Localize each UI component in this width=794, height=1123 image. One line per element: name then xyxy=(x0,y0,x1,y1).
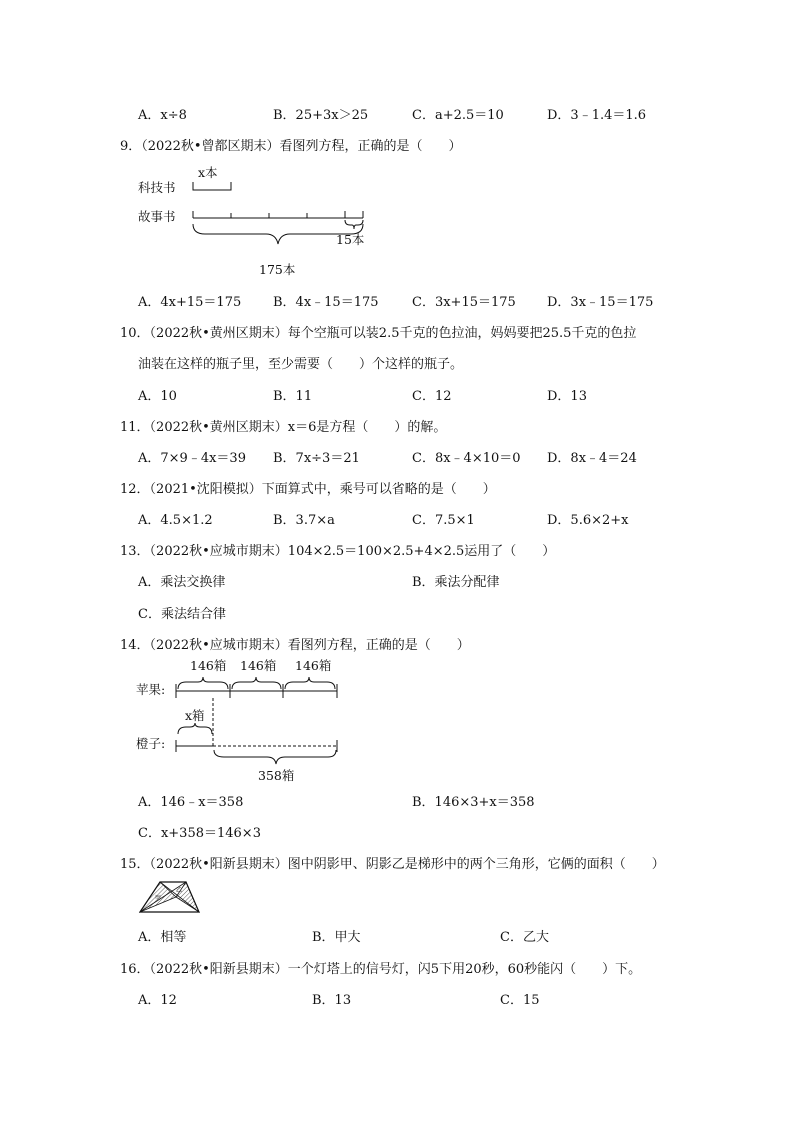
q14-row1-label: 苹果: xyxy=(136,682,166,697)
q9-diagram xyxy=(130,160,390,282)
q9-option-c: C．3x+15＝175 xyxy=(412,295,516,310)
q14-diagram xyxy=(130,654,350,786)
q11-option-a: A．7×9﹣4x＝39 xyxy=(138,451,246,466)
q12-option-a: A．4.5×1.2 xyxy=(138,513,213,528)
q9-row1-label: 科技书 xyxy=(138,180,176,195)
q9-option-a: A．4x+15＝175 xyxy=(138,295,242,310)
q16-option-a: A．12 xyxy=(138,993,177,1008)
q12-question: 12．（2021•沈阳模拟）下面算式中，乘号可以省略的是（ ） xyxy=(120,482,496,497)
q8-option-c: C．a+2.5＝10 xyxy=(412,108,504,123)
q14-box3-label: 146箱 xyxy=(295,658,332,673)
q15-trapezoid-diagram xyxy=(136,878,206,918)
q12-option-c: C．7.5×1 xyxy=(412,513,475,528)
q9-option-b: B．4x﹣15＝175 xyxy=(273,295,379,310)
q12-option-b: B．3.7×a xyxy=(273,513,335,528)
q10-question-line2: 油装在这样的瓶子里，至少需要（ ）个这样的瓶子。 xyxy=(138,357,464,372)
q14-box2-label: 146箱 xyxy=(240,658,277,673)
q9-label-15: 15本 xyxy=(336,232,365,247)
q16-option-b: B．13 xyxy=(312,993,352,1008)
q14-option-b: B．146×3+x＝358 xyxy=(412,795,535,810)
q8-option-d: D．3﹣1.4＝1.6 xyxy=(547,108,647,123)
q10-option-c: C．12 xyxy=(412,389,452,404)
q10-option-d: D．13 xyxy=(547,389,587,404)
q8-option-b: B．25+3x＞25 xyxy=(273,108,369,123)
q8-option-a: A．x÷8 xyxy=(138,108,187,123)
q14-label-x: x箱 xyxy=(185,708,205,723)
q11-option-d: D．8x﹣4＝24 xyxy=(547,451,637,466)
q16-option-c: C．15 xyxy=(500,993,540,1008)
q14-row2-label: 橙子: xyxy=(136,736,166,751)
q9-option-d: D．3x﹣15＝175 xyxy=(547,295,654,310)
q15-option-c: C．乙大 xyxy=(500,930,549,945)
q14-box1-label: 146箱 xyxy=(190,658,227,673)
q9-row2-label: 故事书 xyxy=(138,209,176,224)
q14-question: 14．（2022秋•应城市期末）看图列方程，正确的是（ ） xyxy=(120,638,470,653)
q9-label-top: x本 xyxy=(198,165,218,180)
q15-label-yi: 乙 xyxy=(176,887,183,894)
q15-label-jia: 甲 xyxy=(155,895,162,902)
q9-label-175: 175本 xyxy=(259,262,296,277)
q14-option-c: C．x+358＝146×3 xyxy=(138,826,261,841)
q10-question-line1: 10．（2022秋•黄州区期末）每个空瓶可以装2.5千克的色拉油，妈妈要把25.5千克的色拉 xyxy=(120,326,637,341)
q15-question: 15．（2022秋•阳新县期末）图中阴影甲、阴影乙是梯形中的两个三角形，它俩的面积（ ） xyxy=(120,857,665,872)
q15-option-a: A．相等 xyxy=(138,930,187,945)
q9-question: 9．（2022秋•曾都区期末）看图列方程，正确的是（ ） xyxy=(120,139,462,154)
q16-question: 16．（2022秋•阳新县期末）一个灯塔上的信号灯，闪5下用20秒，60秒能闪（ ）下。 xyxy=(120,962,642,977)
q10-option-a: A．10 xyxy=(138,389,177,404)
q11-option-b: B．7x÷3＝21 xyxy=(273,451,360,466)
q13-option-b: B．乘法分配律 xyxy=(412,575,500,590)
q14-label-358: 358箱 xyxy=(258,768,295,783)
q14-option-a: A．146﹣x＝358 xyxy=(138,795,244,810)
q10-option-b: B．11 xyxy=(273,389,313,404)
q12-option-d: D．5.6×2+x xyxy=(547,513,629,528)
q15-option-b: B．甲大 xyxy=(312,930,361,945)
q11-question: 11．（2022秋•黄州区期末）x＝6是方程（ ）的解。 xyxy=(120,420,447,435)
q11-option-c: C．8x﹣4×10＝0 xyxy=(412,451,521,466)
q13-question: 13．（2022秋•应城市期末）104×2.5＝100×2.5+4×2.5运用了（ ） xyxy=(120,544,556,559)
q13-option-c: C．乘法结合律 xyxy=(138,607,226,622)
q13-option-a: A．乘法交换律 xyxy=(138,575,226,590)
